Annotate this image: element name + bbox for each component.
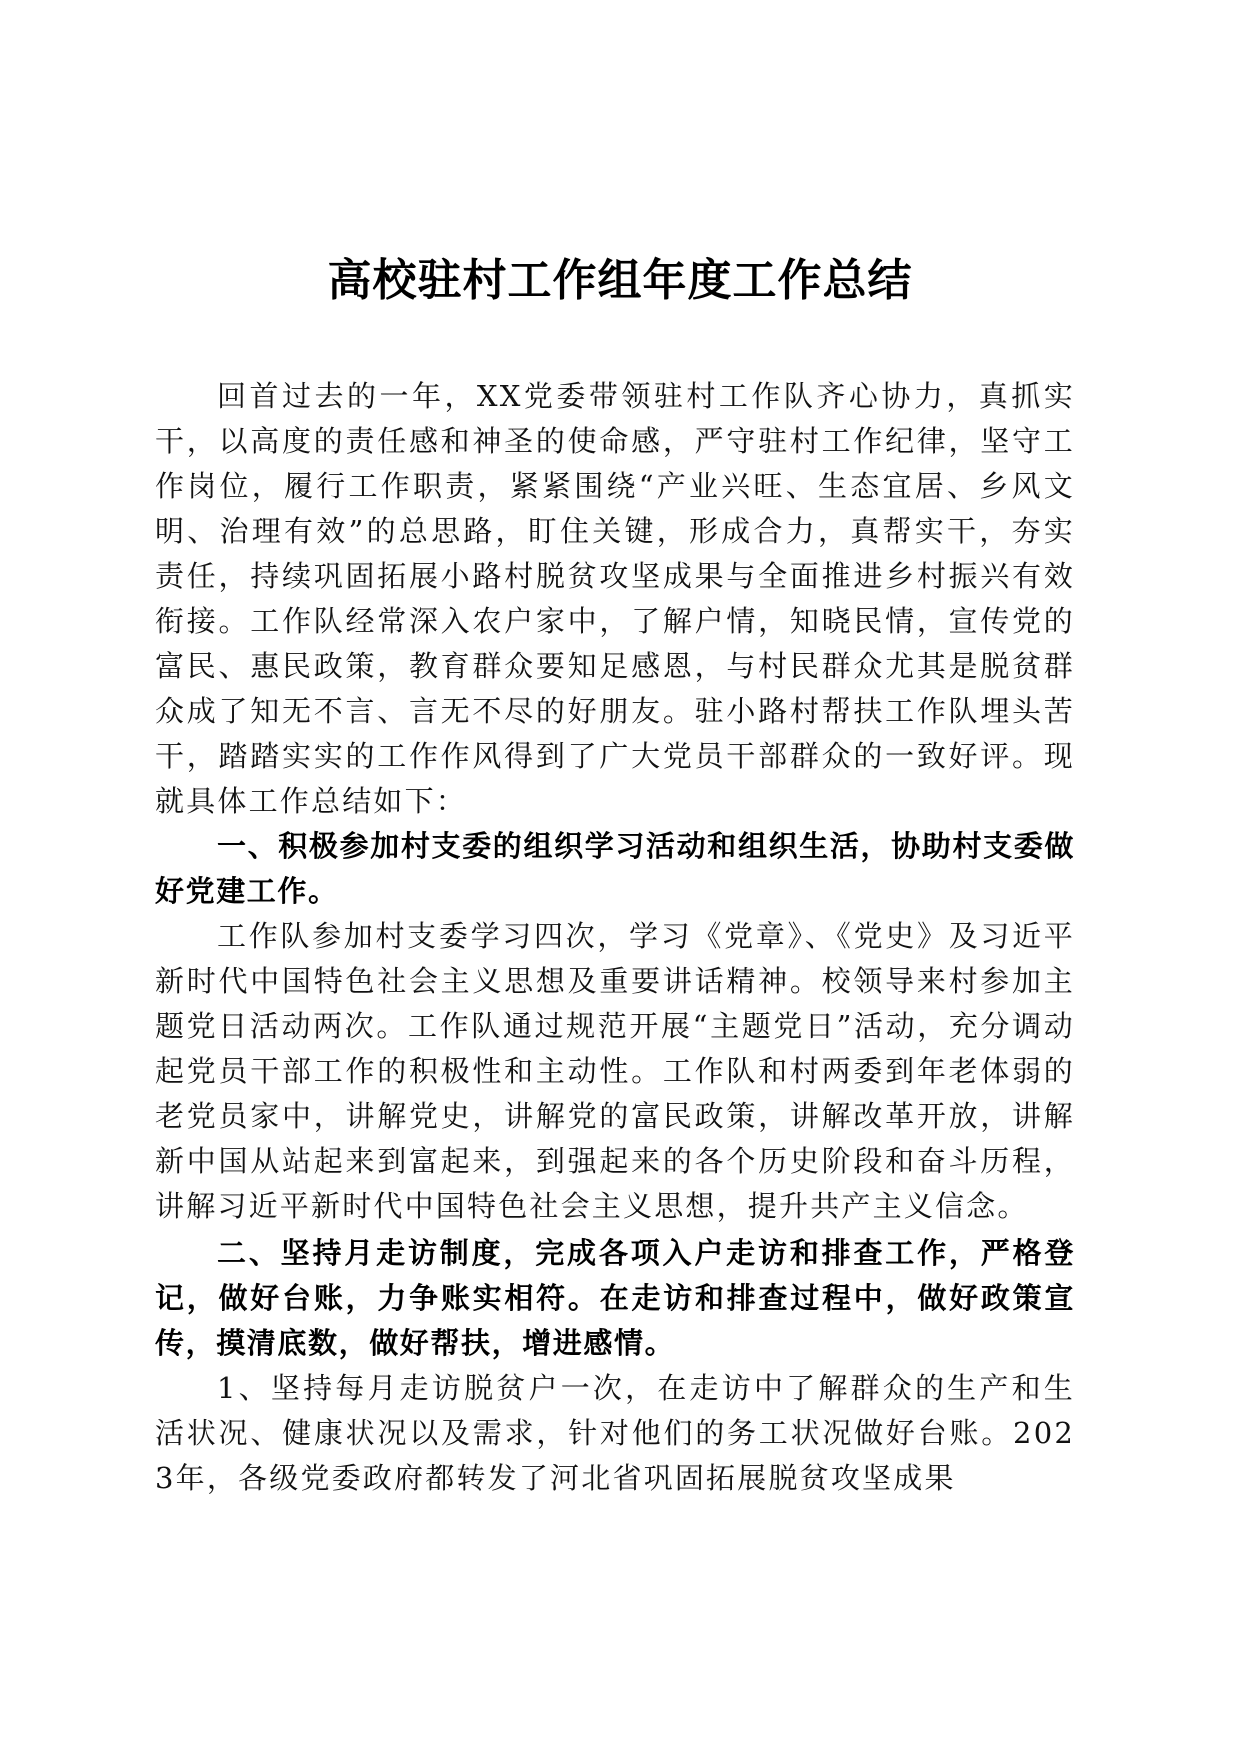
document-title: 高校驻村工作组年度工作总结: [327, 255, 913, 306]
document-body: [155, 374, 1075, 1501]
section-heading-2: 二、坚持月走访制度，完成各项入户走访和排查工作，严格登记，做好台账，力争账实相符。在走访和排查过程中，做好政策宣传，摸清底数，做好帮扶，增进感情。: [155, 1236, 1075, 1360]
section-heading-1: 一、积极参加村支委的组织学习活动和组织生活，协助村支委做好党建工作。: [155, 829, 1075, 908]
section-2-item-1-paragraph: 1、坚持每月走访脱贫户一次，在走访中了解群众的生产和生活状况、健康状况以及需求，针对他们的务工状况做好台账。2023年，各级党委政府都转发了河北省巩固拓展脱贫攻坚成果: [155, 1371, 1075, 1495]
section-1-paragraph: 工作队参加村支委学习四次，学习《党章》、《党史》及习近平新时代中国特色社会主义思想及重要讲话精神。校领导来村参加主题党日活动两次。工作队通过规范开展“主题党日”活动，充分调动起党员干部工作的积极性和主动性。工作队和村两委到年老体弱的老党员家中，讲解党史，讲解党的富民政策，讲解改革开放，讲解新中国从站起来到富起来，到强起来的各个历史阶段和奋斗历程，讲解习近平新时代中国特色社会主义思想，提升共产主义信念。: [155, 919, 1075, 1223]
intro-paragraph: 回首过去的一年，XX党委带领驻村工作队齐心协力，真抓实干，以高度的责任感和神圣的使命感，严守驻村工作纪律，坚守工作岗位，履行工作职责，紧紧围绕“产业兴旺、生态宜居、乡风文明、治理有效”的总思路，盯住关键，形成合力，真帮实干，夯实责任，持续巩固拓展小路村脱贫攻坚成果与全面推进乡村振兴有效衔接。工作队经常深入农户家中，了解户情，知晓民情，宣传党的富民、惠民政策，教育群众要知足感恩，与村民群众尤其是脱贫群众成了知无不言、言无不尽的好朋友。驻小路村帮扶工作队埋头苦干，踏踏实实的工作作风得到了广大党员干部群众的一致好评。现就具体工作总结如下：: [155, 379, 1075, 818]
